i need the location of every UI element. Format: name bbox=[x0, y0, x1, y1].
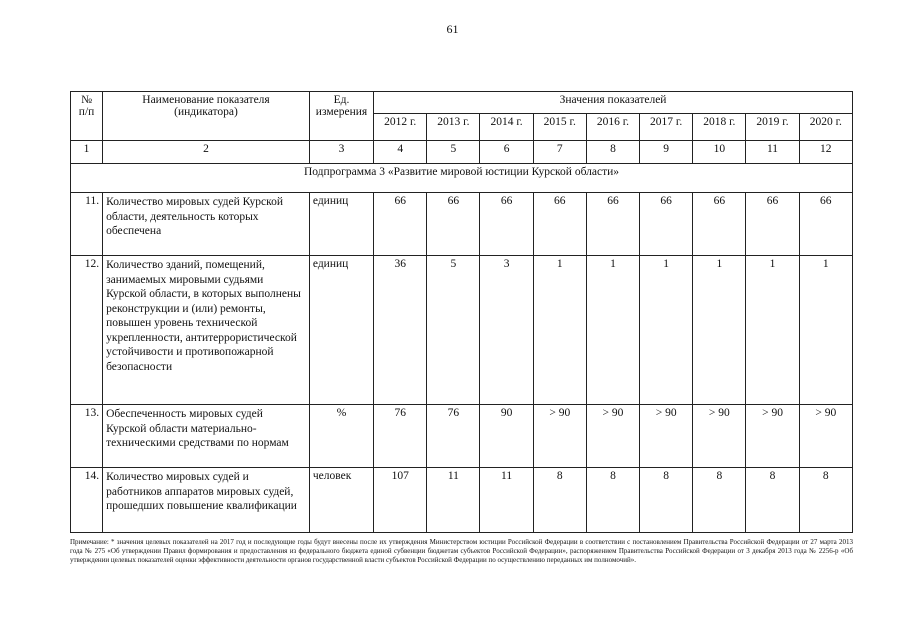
year-cell: 2013 г. bbox=[427, 114, 480, 141]
header-unit-line2: измерения bbox=[315, 106, 368, 118]
value-cell: 5 bbox=[427, 256, 480, 405]
header-values-cell: Значения показателей bbox=[374, 92, 853, 114]
header-row bbox=[71, 92, 853, 114]
value-cell: 36 bbox=[374, 256, 427, 405]
header-name-cell bbox=[103, 92, 310, 141]
value-cell: 11 bbox=[427, 468, 480, 533]
column-number: 5 bbox=[427, 141, 480, 164]
row-number: 11. bbox=[71, 193, 103, 256]
value-cell: > 90 bbox=[693, 405, 746, 468]
value-cell: 76 bbox=[374, 405, 427, 468]
header-name-line2: (индикатора) bbox=[174, 106, 238, 118]
column-number: 1 bbox=[71, 141, 103, 164]
column-number: 3 bbox=[309, 141, 373, 164]
subprogram-row bbox=[71, 164, 853, 193]
indicator-name: Количество мировых судей Курской области, деятельность которых обеспечена bbox=[103, 193, 310, 256]
value-cell: 1 bbox=[746, 256, 799, 405]
column-numbers-row bbox=[71, 141, 853, 164]
column-number: 10 bbox=[693, 141, 746, 164]
value-cell: > 90 bbox=[799, 405, 852, 468]
indicator-unit: единиц bbox=[309, 193, 373, 256]
header-number-line1: № bbox=[81, 94, 93, 106]
column-number: 2 bbox=[103, 141, 310, 164]
value-cell: 66 bbox=[746, 193, 799, 256]
indicator-name: Обеспеченность мировых судей Курской области материально-техническими средствами по нормам bbox=[103, 405, 310, 468]
footnote: Примечание: * значения целевых показателей на 2017 год и последующие годы будут внесены после их утверждения Министерством юстиции Российской Федерации в соответствии с постановлением Правительства Российской Федерации от 27 марта 2013 года № 275 «Об утверждении Правил формирования и предоставления из федерального бюджета единой субвенции бюджетам субъектов Российской Федерации», распоряжением Правительства Российской Федерации от 3 декабря 2013 года № 2256-р «Об утверждении целевых показателей оценки эффективности деятельности органов государственной власти субъектов Российской Федерации по осуществлению переданных им полномочий». bbox=[70, 538, 853, 564]
indicator-name: Количество зданий, помещений, занимаемых мировыми судьями Курской области, в которых выполнены реконструкции и (или) ремонты, повышен уровень технической укрепленности, антитеррористической устойчивости и противопожарной безопасности bbox=[103, 256, 310, 405]
value-cell: 8 bbox=[799, 468, 852, 533]
year-cell: 2014 г. bbox=[480, 114, 533, 141]
value-cell: 76 bbox=[427, 405, 480, 468]
value-cell: 8 bbox=[640, 468, 693, 533]
table-row bbox=[71, 405, 853, 468]
column-number: 9 bbox=[640, 141, 693, 164]
year-cell: 2016 г. bbox=[586, 114, 639, 141]
table-row bbox=[71, 256, 853, 405]
value-cell: 66 bbox=[799, 193, 852, 256]
value-cell: 66 bbox=[586, 193, 639, 256]
value-cell: 66 bbox=[480, 193, 533, 256]
year-cell: 2018 г. bbox=[693, 114, 746, 141]
value-cell: 66 bbox=[693, 193, 746, 256]
header-unit-cell bbox=[309, 92, 373, 141]
indicator-name: Количество мировых судей и работников аппаратов мировых судей, прошедших повышение квалификации bbox=[103, 468, 310, 533]
value-cell: 8 bbox=[693, 468, 746, 533]
value-cell: > 90 bbox=[640, 405, 693, 468]
year-cell: 2017 г. bbox=[640, 114, 693, 141]
value-cell: 1 bbox=[533, 256, 586, 405]
year-cell: 2020 г. bbox=[799, 114, 852, 141]
value-cell: 8 bbox=[586, 468, 639, 533]
column-number: 4 bbox=[374, 141, 427, 164]
page-number: 61 bbox=[446, 22, 459, 36]
column-number: 7 bbox=[533, 141, 586, 164]
value-cell: > 90 bbox=[586, 405, 639, 468]
row-number: 13. bbox=[71, 405, 103, 468]
column-number: 8 bbox=[586, 141, 639, 164]
value-cell: 8 bbox=[533, 468, 586, 533]
value-cell: 8 bbox=[746, 468, 799, 533]
row-number: 14. bbox=[71, 468, 103, 533]
indicator-unit: % bbox=[309, 405, 373, 468]
year-cell: 2019 г. bbox=[746, 114, 799, 141]
year-cell: 2015 г. bbox=[533, 114, 586, 141]
value-cell: 107 bbox=[374, 468, 427, 533]
value-cell: 3 bbox=[480, 256, 533, 405]
value-cell: 11 bbox=[480, 468, 533, 533]
value-cell: 66 bbox=[427, 193, 480, 256]
value-cell: 1 bbox=[799, 256, 852, 405]
row-number: 12. bbox=[71, 256, 103, 405]
year-cell: 2012 г. bbox=[374, 114, 427, 141]
indicators-table bbox=[70, 91, 853, 533]
value-cell: 1 bbox=[586, 256, 639, 405]
value-cell: 1 bbox=[640, 256, 693, 405]
indicator-unit: человек bbox=[309, 468, 373, 533]
table-row bbox=[71, 193, 853, 256]
header-name-line1: Наименование показателя bbox=[142, 94, 270, 106]
header-number-cell bbox=[71, 92, 103, 141]
value-cell: 1 bbox=[693, 256, 746, 405]
column-number: 11 bbox=[746, 141, 799, 164]
value-cell: 66 bbox=[374, 193, 427, 256]
header-number-line2: п/п bbox=[78, 106, 95, 118]
column-number: 12 bbox=[799, 141, 852, 164]
table-row bbox=[71, 468, 853, 533]
value-cell: 66 bbox=[640, 193, 693, 256]
subprogram-title: Подпрограмма 3 «Развитие мировой юстиции Курской области» bbox=[71, 164, 853, 193]
value-cell: > 90 bbox=[533, 405, 586, 468]
column-number: 6 bbox=[480, 141, 533, 164]
value-cell: > 90 bbox=[746, 405, 799, 468]
indicator-unit: единиц bbox=[309, 256, 373, 405]
header-unit-line1: Ед. bbox=[333, 94, 350, 106]
value-cell: 66 bbox=[533, 193, 586, 256]
value-cell: 90 bbox=[480, 405, 533, 468]
